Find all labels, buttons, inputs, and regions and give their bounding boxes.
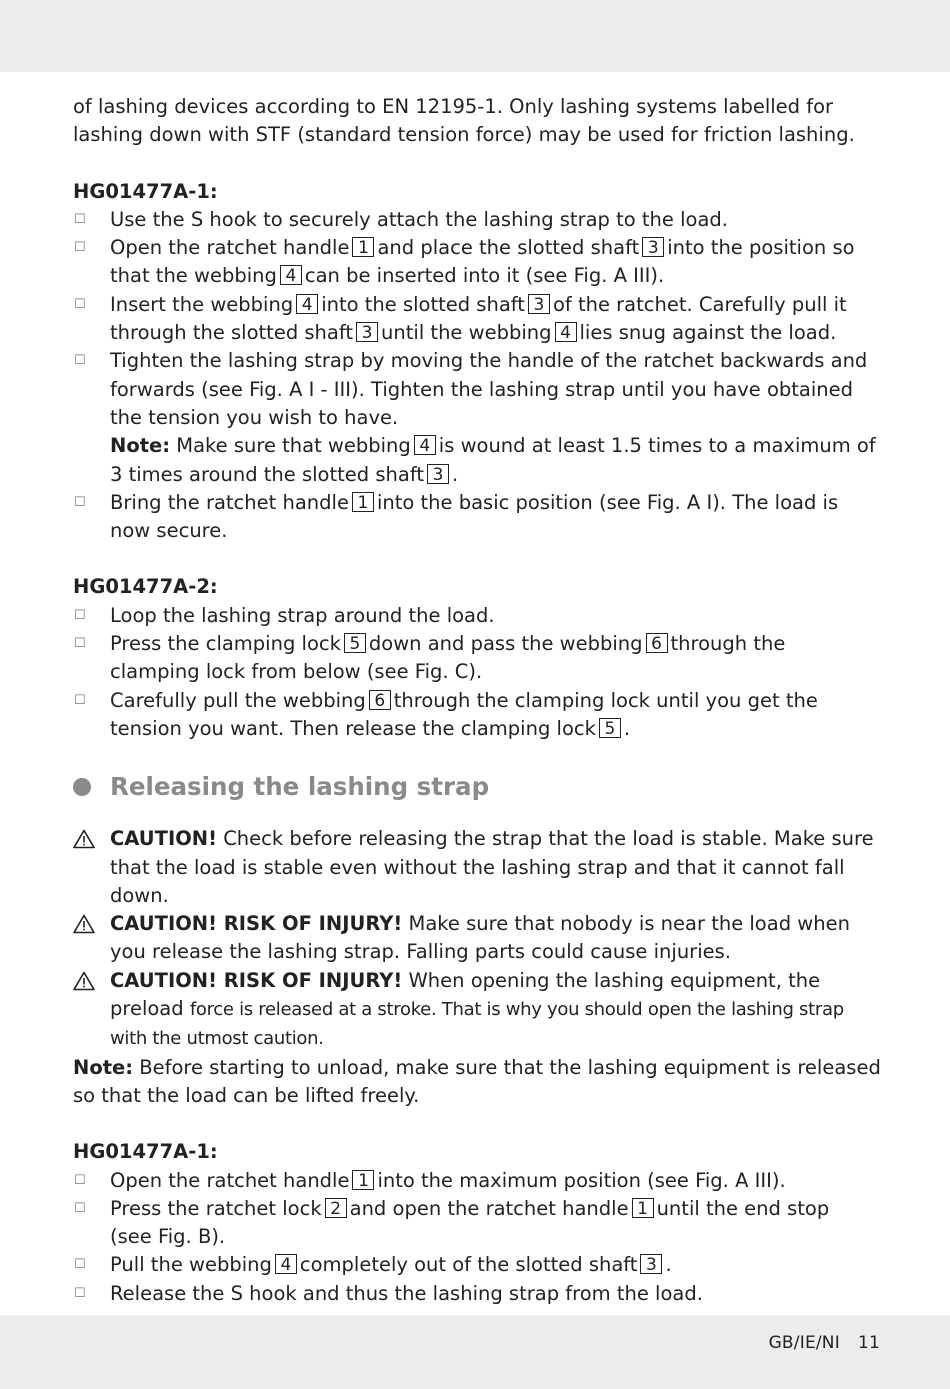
list-item: ☐ Pull the webbing 4 completely out of the slotted shaft 3 . [73,1251,881,1279]
note-paragraph: Note: Before starting to unload, make sure that the lashing equipment is released so that the load can be lifted freely. [73,1055,881,1107]
page-footer [769,1333,880,1353]
part-number-box: 4 [414,435,436,455]
list-item: ☐ Press the ratchet lock 2 and open the ratchet handle 1 until the end stop (see Fig. B). [74,1196,830,1249]
checkbox-bullet-icon: ☐ [74,1200,86,1216]
note-label: Note: [73,1055,134,1079]
section-title: Releasing the lashing strap [73,769,881,805]
part-number-box: 1 [632,1198,654,1218]
footer-language: GB/IE/NI [768,1333,840,1353]
checkbox-bullet-icon: ☐ [74,692,86,708]
caution-label: CAUTION! RISK OF INJURY! [110,968,403,992]
part-number-box: 4 [296,294,318,314]
list-item: ☐ Use the S hook to securely attach the lashing strap to the load. [73,206,881,234]
section-dot-icon [73,778,91,796]
page-content [73,93,881,1308]
checkbox-bullet-icon: ☐ [74,607,86,623]
list-item: ☐ Tighten the lashing strap by moving the handle of the ratchet backwards and forwards (see Fig. A I - III). Tighten the lashing strap until you have obtained the tension you wish to have. [74,349,868,429]
list-item: ☐ Release the S hook and thus the lashing strap from the load. [73,1280,881,1308]
intro-paragraph: of lashing devices according to EN 12195-1. Only lashing systems labelled for lashing down with STF (standard tension force) may be used for friction lashing. [73,95,855,147]
caution-block: CAUTION! Check before releasing the strap that the load is stable. Make sure that the load is stable even without the lashing strap and that it cannot fall down. [73,825,881,910]
part-number-box: 2 [325,1198,347,1218]
warning-triangle-icon [73,971,95,991]
checkbox-bullet-icon: ☐ [74,296,86,312]
part-number-box: 3 [642,237,664,257]
part-number-box: 4 [280,265,302,285]
checkbox-bullet-icon: ☐ [74,1257,86,1273]
caution-block: CAUTION! RISK OF INJURY! Make sure that nobody is near the load when you release the lashing strap. Falling parts could cause injuries. [73,910,881,967]
caution-label: CAUTION! RISK OF INJURY! [110,912,403,936]
warning-triangle-icon [73,829,95,849]
list-item: ☐ Open the ratchet handle 1 and place the slotted shaft 3 into the position so that the webbing 4 can be inserted into it (see Fig. A III). [74,236,855,288]
part-number-box: 3 [640,1254,662,1274]
header-band [0,0,950,72]
checkbox-bullet-icon: ☐ [74,1172,86,1188]
part-number-box: 6 [369,690,391,710]
list-item: ☐ Loop the lashing strap around the load. [73,602,881,630]
part-number-box: 3 [427,464,449,484]
part-number-box: 5 [344,633,366,653]
list-item: ☐ Open the ratchet handle 1 into the maximum position (see Fig. A III). [73,1167,881,1195]
part-number-box: 4 [275,1254,297,1274]
warning-triangle-icon [73,914,95,934]
checkbox-bullet-icon: ☐ [74,636,86,652]
part-number-box: 3 [356,322,378,342]
checkbox-bullet-icon: ☐ [74,240,86,256]
list-item: ☐ Press the clamping lock 5 down and pass the webbing 6 through the clamping lock from below (see Fig. C). [74,632,786,684]
part-number-box: 6 [646,633,668,653]
part-number-box: 1 [352,237,374,257]
list-item: ☐ Bring the ratchet handle 1 into the basic position (see Fig. A I). The load is now secure. [74,490,839,543]
checkbox-bullet-icon: ☐ [74,353,86,369]
model-heading-1: HG01477A-1: [73,179,218,203]
part-number-box: 1 [352,1170,374,1190]
model-heading-2: HG01477A-2: [73,575,218,599]
part-number-box: 4 [555,322,577,342]
checkbox-bullet-icon: ☐ [74,494,86,510]
page-number: 11 [857,1333,880,1353]
checkbox-bullet-icon: ☐ [74,211,86,227]
note: Note: Make sure that webbing 4 is wound at least 1.5 times to a maximum of 3 times around the slotted shaft 3 . [110,434,876,486]
caution-block: CAUTION! RISK OF INJURY! When opening the lashing equipment, the preload force is released at a stroke. That is why you should open the lashing strap with the utmost caution. [73,967,881,1054]
part-number-box: 1 [352,492,374,512]
model-heading-3: HG01477A-1: [73,1140,218,1164]
part-number-box: 5 [599,718,621,738]
caution-label: CAUTION! [110,827,217,851]
note-label: Note: [110,434,171,458]
list-item: ☐ Carefully pull the webbing 6 through the clamping lock until you get the tension you want. Then release the clamping lock 5 . [74,688,818,740]
checkbox-bullet-icon: ☐ [74,1285,86,1301]
list-item: ☐ Insert the webbing 4 into the slotted shaft 3 of the ratchet. Carefully pull it through the slotted shaft 3 until the webbing 4 lies snug against the load. [74,292,847,345]
part-number-box: 3 [528,294,550,314]
